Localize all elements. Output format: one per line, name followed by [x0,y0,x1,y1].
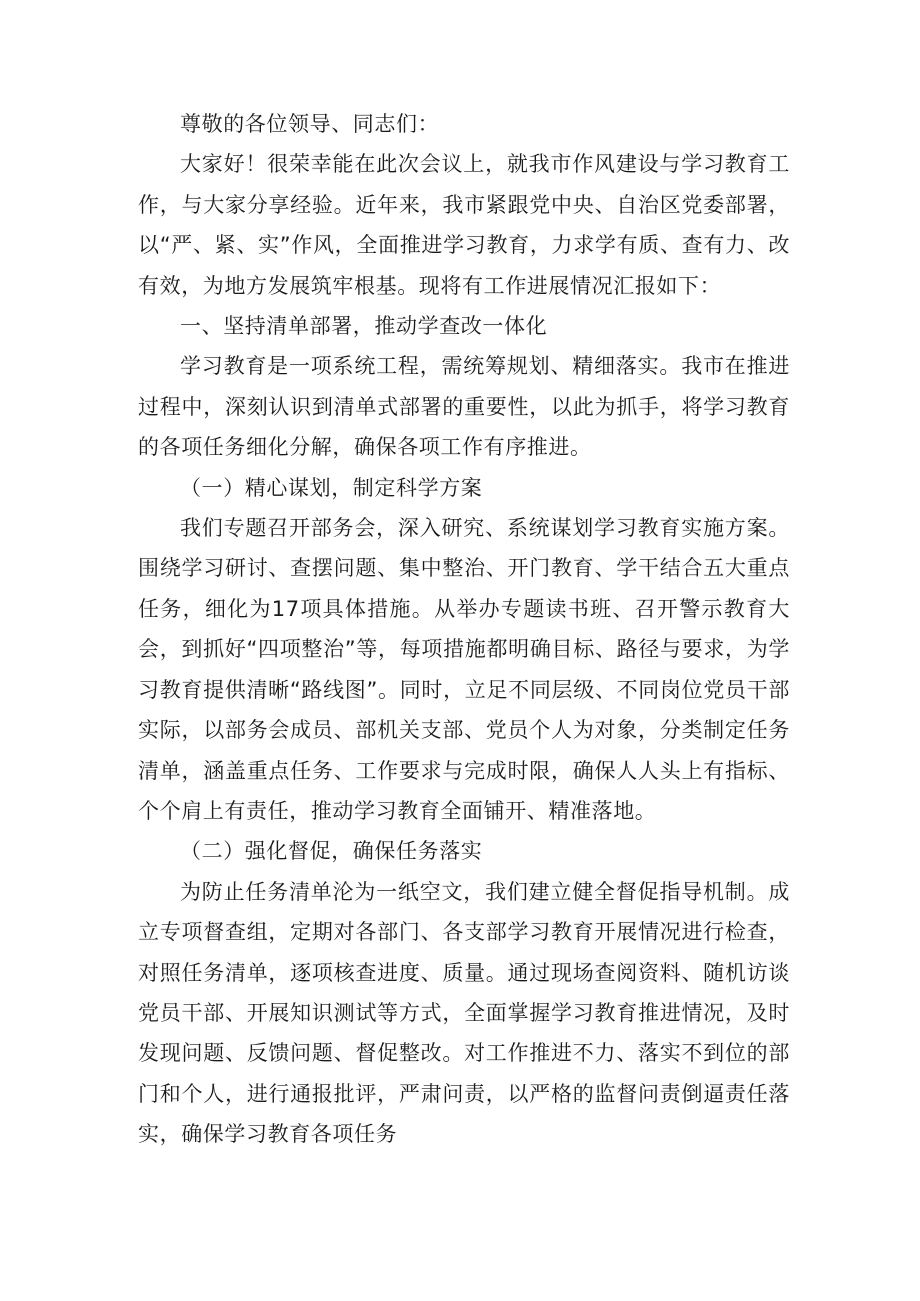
heading-subsection-1: （一）精心谋划，制定科学方案 [180,475,483,500]
paragraph-section-1-intro: 学习教育是一项系统工程，需统筹规划、精细落实。我市在推进过程中，深刻认识到清单式部署的重要性，以此为抓手，将学习教育的各项任务细化分解，确保各项工作有序推进。 [138,354,790,460]
paragraph-greeting: 大家好！很荣幸能在此次会议上，就我市作风建设与学习教育工作，与大家分享经验。近年来，我市紧跟党中央、自治区党委部署，以“严、紧、实”作风，全面推进学习教育，力求学有质、查有力、改有效，为地方发展筑牢根基。现将有工作进展情况汇报如下： [138,152,790,298]
document-body [138,104,790,1155]
salutation: 尊敬的各位领导、同志们： [180,112,440,136]
paragraph-subsection-2: 为防止任务清单沦为一纸空文，我们建立健全督促指导机制。成立专项督查组，定期对各部门、各支部学习教育开展情况进行检查，对照任务清单，逐项核查进度、质量。通过现场查阅资料、随机访谈党员干部、开展知识测试等方式，全面掌握学习教育推进情况，及时发现问题、反馈问题、督促整改。对工作推进不力、落实不到位的部门和个人，进行通报批评，严肃问责，以严格的监督问责倒逼责任落实，确保学习教育各项任务 [138,879,790,1147]
heading-section-1: 一、坚持清单部署，推动学查改一体化 [180,314,548,339]
heading-subsection-2: （二）强化督促，确保任务落实 [180,839,483,864]
paragraph-subsection-1: 我们专题召开部务会，深入研究、系统谋划学习教育实施方案。围绕学习研讨、查摆问题、集中整治、开门教育、学干结合五大重点任务，细化为17项具体措施。从举办专题读书班、召开警示教育大会，到抓好“四项整治”等，每项措施都明确目标、路径与要求，为学习教育提供清晰“路线图”。同时，立足不同层级、不同岗位党员干部实际，以部务会成员、部机关支部、党员个人为对象，分类制定任务清单，涵盖重点任务、工作要求与完成时限，确保人人头上有指标、个个肩上有责任，推动学习教育全面铺开、精准落地。 [138,516,790,823]
